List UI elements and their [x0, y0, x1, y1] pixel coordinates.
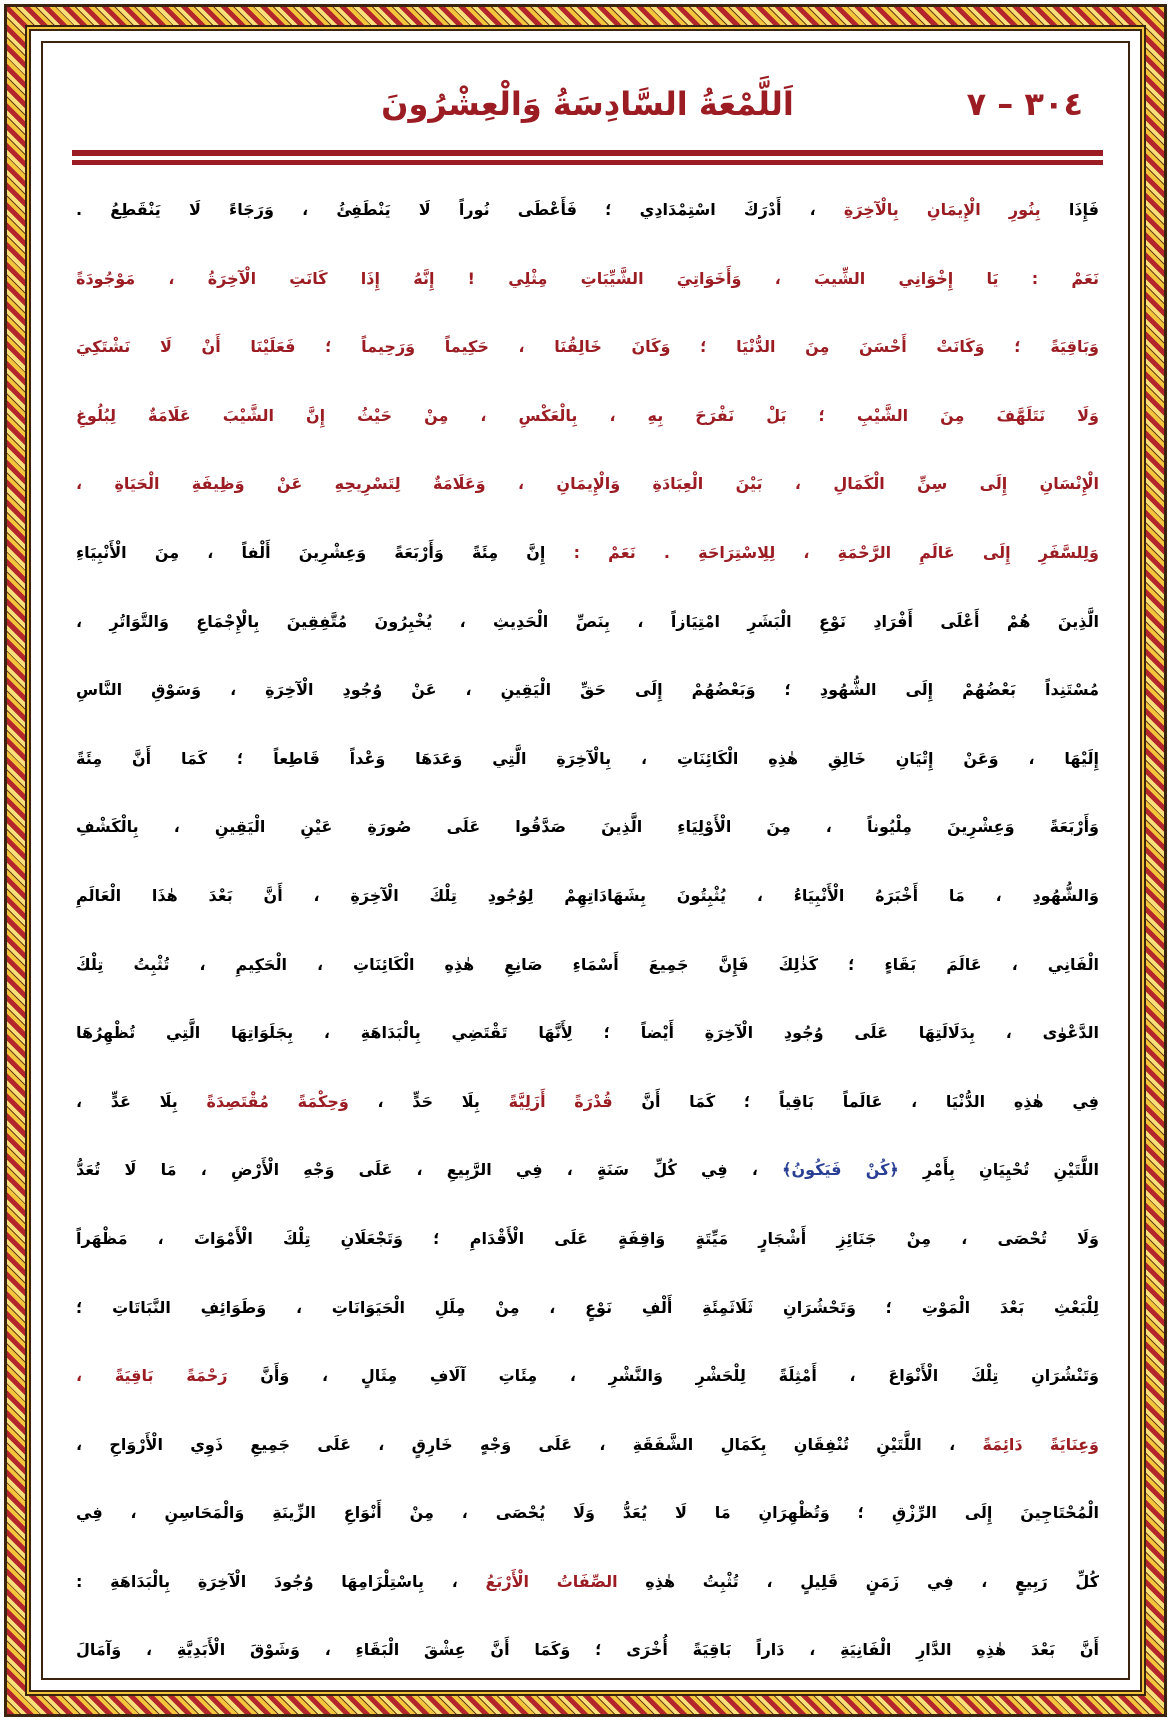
- page-number: ٣٠٤ – ٧: [966, 85, 1083, 123]
- text-segment: ، أَدْرَكَ اسْتِمْدَادِي ؛ فَأَعْطَى نُوراً لَا يَنْطَفِئُ ، وَرَجَاءً لَا يَنْقَطِعُ .: [76, 200, 844, 219]
- text-line: [76, 1420, 1099, 1489]
- header-rule: [72, 150, 1103, 156]
- quran-verse: ﴿كُنْ فَيَكُونُ﴾: [782, 1160, 899, 1180]
- highlighted-text: وَبَاقِيَةً ؛ وَكَانَتْ أَحْسَنَ مِنَ الدُّنْيَا ؛ وَكَانَ خَالِقُنَا ، حَكِيماً وَرَحِيماً ؛ فَعَلَيْنَا أَنْ لَا نَشْتَكِيَ: [76, 337, 1099, 357]
- page-header: [72, 85, 1103, 135]
- text-segment: إِنَّ مِئَةً وَأَرْبَعَةً وَعِشْرِينَ أَلْفاً ، مِنَ الْأَنْبِيَاءِ: [76, 542, 546, 562]
- text-segment: وَالشُّهُودِ ، مَا أَخْبَرَهُ الْأَنْبِيَاءُ ، يُثْبِتُونَ بِشَهَادَاتِهِمْ لِوُجُودِ تِلْكَ الْآخِرَةِ ، أَنَّ بَعْدَ هٰذَا الْعَالَمِ: [76, 885, 1099, 905]
- text-line: [76, 734, 1099, 803]
- page-body: [76, 185, 1099, 1694]
- highlighted-text: وَعِنَايَةً دَائِمَةً: [982, 1434, 1099, 1454]
- text-line: [76, 940, 1099, 1009]
- text-line: [76, 1283, 1099, 1352]
- highlighted-text: قُدْرَةً أَزَلِيَّةً: [508, 1091, 613, 1111]
- text-line: [76, 528, 1099, 597]
- text-line: [76, 871, 1099, 940]
- text-line: [76, 1077, 1099, 1146]
- highlighted-text: نَعَمْ : يَا إِخْوَانِي الشِّيبَ ، وَأَخَوَاتِيَ الشَّيِّبَاتِ مِثْلِي ! إِنَّهُ إِذَا كَانَتِ الْآخِرَةُ ، مَوْجُودَةً: [76, 268, 1099, 288]
- highlighted-text: الصِّفَاتُ الْأَرْبَعُ: [485, 1571, 618, 1591]
- text-segment: اللَّتَيْنِ تُحْيِيَانِ بِأَمْرِ: [898, 1160, 1099, 1180]
- text-line: [76, 1557, 1099, 1626]
- text-segment: كُلِّ رَبِيعٍ ، فِي زَمَنٍ قَلِيلٍ ، تُثْبِتُ هٰذِهِ: [617, 1571, 1099, 1591]
- text-line: [76, 459, 1099, 528]
- text-line: [76, 322, 1099, 391]
- text-segment: لِلْبَعْثِ بَعْدَ الْمَوْتِ ؛ وَتَحْشُرَانِ ثَلَاثَمِئَةِ أَلْفِ نَوْعٍ ، مِنْ مِلَلِ الْحَيَوَانَاتِ ، وَطَوَائِفِ النَّبَاتَاتِ ؛: [76, 1297, 1099, 1317]
- text-segment: ، اللَّتَيْنِ تُنْفِقَانِ بِكَمَالِ الشَّفَقَةِ ، عَلَى وَجْهٍ خَارِقٍ ، عَلَى جَمِيعِ ذَوِي الْأَرْوَاحِ ،: [76, 1434, 983, 1454]
- highlighted-text: الْإِنْسَانِ إِلَى سِنِّ الْكَمَالِ ، بَيْنَ الْعِبَادَةِ وَالْإِيمَانِ ، وَعَلَامَةٌ لِتَسْرِيحِهِ عَنْ وَظِيفَةِ الْحَيَاةِ ،: [76, 474, 1099, 494]
- highlighted-text: وَلَا نَتَلَهَّفَ مِنَ الشَّيْبِ ؛ بَلْ نَفْرَحَ بِهِ ، بِالْعَكْسِ ، مِنْ حَيْثُ إِنَّ الشَّيْبَ عَلَامَةٌ لِبُلُوغِ: [76, 405, 1099, 425]
- text-segment: فَإِذَا: [1040, 200, 1099, 219]
- text-segment: الْمُحْتَاجِينَ إِلَى الرِّزْقِ ؛ وَتُظْهِرَانِ مَا لَا يُعَدُّ وَلَا يُحْصَى ، مِنْ أَنْوَاعِ الزِّينَةِ وَالْمَحَاسِنِ ، فِي: [76, 1503, 1099, 1523]
- text-segment: فِي هٰذِهِ الدُّنْيَا ، عَالَماً بَاقِياً ؛ كَمَا أَنَّ: [612, 1091, 1099, 1111]
- text-segment: ، بِاسْتِلْزَامِهَا وُجُودَ الْآخِرَةِ بِالْبَدَاهَةِ :: [76, 1571, 486, 1591]
- text-line: [76, 802, 1099, 871]
- text-segment: بِلَا عَدٍّ ،: [76, 1091, 207, 1111]
- text-segment: الدَّعْوٰى ، بِدَلَالَتِهَا عَلَى وُجُودِ الْآخِرَةِ أَيْضاً ؛ لِأَنَّهَا تَقْتَضِي بِالْبَدَاهَةِ ، بِجَلَوَاتِهَا الَّتِي تُظْهِرُهَا: [76, 1023, 1099, 1043]
- highlighted-text: وَحِكْمَةً مُقْتَصِدَةً: [206, 1091, 349, 1111]
- text-segment: مُسْتَنِداً بَعْضُهُمْ إِلَى الشُّهُودِ ؛ وَبَعْضُهُمْ إِلَى حَقِّ الْيَقِينِ ، عَنْ وُجُودِ الْآخِرَةِ ، وَسَوْقِ النَّاسِ: [76, 680, 1099, 700]
- text-segment: الْفَانِي ، عَالَمَ بَقَاءٍ ؛ كَذٰلِكَ فَإِنَّ جَمِيعَ أَسْمَاءِ صَانِعِ هٰذِهِ الْكَائِنَاتِ ، الْحَكِيمِ ، تُثْبِتُ تِلْكَ: [76, 954, 1099, 974]
- text-line: [76, 1214, 1099, 1283]
- text-line: [76, 185, 1099, 254]
- highlighted-text: بِنُورِ الْإِيمَانِ بِالْآخِرَةِ: [843, 200, 1041, 219]
- header-rule-secondary: [72, 160, 1103, 165]
- text-line: [76, 665, 1099, 734]
- text-segment: بِلَا حَدٍّ ،: [348, 1091, 509, 1111]
- highlighted-text: وَلِلسَّفَرِ إِلَى عَالَمِ الرَّحْمَةِ ، لِلِاسْتِرَاحَةِ . نَعَمْ :: [545, 542, 1099, 562]
- text-line: [76, 597, 1099, 666]
- text-line: [76, 1008, 1099, 1077]
- text-line: [76, 1145, 1099, 1214]
- text-line: [76, 1351, 1099, 1420]
- text-segment: أَنَّ بَعْدَ هٰذِهِ الدَّارِ الْفَانِيَةِ ، دَاراً بَاقِيَةً أُخْرَى ؛ وَكَمَا أَنَّ عِشْقَ الْبَقَاءِ ، وَشَوْقَ الْأَبَدِيَّةِ ، وَآمَالَ: [76, 1640, 1099, 1660]
- text-line: [76, 1488, 1099, 1557]
- text-segment: وَتَنْشُرَانِ تِلْكَ الْأَنْوَاعَ ، أَمْثِلَةً لِلْحَشْرِ وَالنَّشْرِ ، مِئَاتِ آلَافِ مِثَالٍ ، وَأَنَّ: [227, 1366, 1099, 1386]
- text-segment: ، فِي كُلِّ سَنَةٍ ، فِي الرَّبِيعِ ، عَلَى وَجْهِ الْأَرْضِ ، مَا لَا تُعَدُّ: [76, 1160, 783, 1180]
- text-segment: الَّذِينَ هُمْ أَعْلَى أَفْرَادِ نَوْعِ الْبَشَرِ امْتِيَازاً ، بِنَصِّ الْحَدِيثِ ، يُخْبِرُونَ مُتَّفِقِينَ بِالْإِجْمَاعِ وَالتَّوَاتُرِ ،: [76, 611, 1099, 631]
- text-line: [76, 254, 1099, 323]
- highlighted-text: رَحْمَةً بَاقِيَةً ،: [76, 1366, 228, 1386]
- text-line: [76, 1625, 1099, 1694]
- text-segment: إِلَيْهَا ، وَعَنْ إِتْيَانِ خَالِقِ هٰذِهِ الْكَائِنَاتِ ، بِالْآخِرَةِ الَّتِي وَعَدَهَا وَعْداً قَاطِعاً ؛ كَمَا أَنَّ مِئَةً: [76, 748, 1099, 768]
- text-segment: وَلَا تُحْصَى ، مِنْ جَنَائِزِ أَشْجَارٍ مَيِّتَةٍ وَاقِفَةٍ عَلَى الْأَقْدَامِ ؛ وَتَجْعَلَانِ تِلْكَ الْأَمْوَاتَ ، مَظْهَراً: [76, 1228, 1099, 1248]
- text-segment: وَأَرْبَعَةً وَعِشْرِينَ مِلْيُوناً ، مِنَ الْأَوْلِيَاءِ الَّذِينَ صَدَّقُوا عَلَى صُورَةِ عَيْنِ الْيَقِينِ ، بِالْكَشْفِ: [76, 817, 1099, 837]
- page-title: اَللَّمْعَةُ السَّادِسَةُ وَالْعِشْرُونَ: [381, 85, 794, 123]
- text-line: [76, 391, 1099, 460]
